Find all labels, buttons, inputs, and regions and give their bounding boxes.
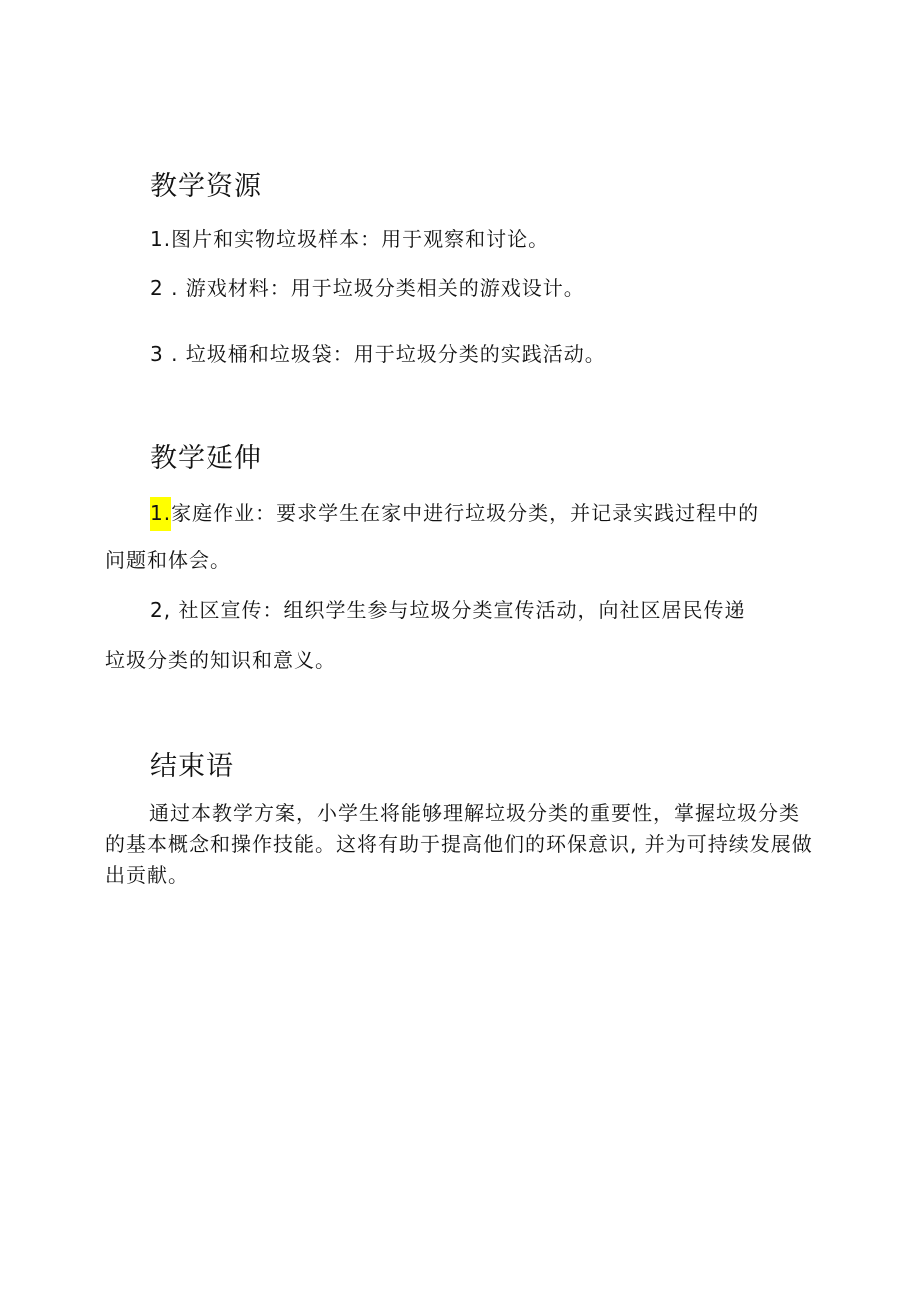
section-title-resources: 教学资源	[150, 171, 262, 202]
extension-item-1-text: 家庭作业：要求学生在家中进行垃圾分类，并记录实践过程中的	[171, 501, 760, 525]
extension-item-2-line-2: 垃圾分类的知识和意义。	[105, 648, 336, 672]
resource-item-3	[150, 340, 606, 368]
extension-item-1-number-highlighted: 1.	[150, 497, 171, 531]
extension-item-1-line-1	[150, 497, 759, 531]
resource-item-1-text: .图片和实物垃圾样本：用于观察和讨论。	[163, 227, 550, 251]
section-title-conclusion: 结束语	[150, 751, 234, 782]
resource-item-2-number: 2	[150, 276, 164, 300]
resource-item-3-text: . 垃圾桶和垃圾袋：用于垃圾分类的实践活动。	[171, 342, 606, 366]
resource-item-2-text: . 游戏材料：用于垃圾分类相关的游戏设计。	[171, 276, 585, 300]
extension-item-2-number: 2,	[150, 598, 172, 622]
extension-item-2-line-1	[150, 596, 745, 624]
resource-item-3-number: 3	[150, 342, 164, 366]
resource-item-2	[150, 274, 585, 302]
extension-item-1-line-2: 问题和体会。	[105, 548, 231, 572]
resource-item-1-number: 1	[150, 227, 164, 251]
section-title-extension: 教学延伸	[150, 443, 262, 474]
resource-item-1	[150, 225, 549, 253]
conclusion-paragraph: 通过本教学方案，小学生将能够理解垃圾分类的重要性，掌握垃圾分类的基本概念和操作技能。这将有助于提高他们的环保意识, 并为可持续发展做出贡献。	[105, 801, 813, 887]
extension-item-2-text: 社区宣传：组织学生参与垃圾分类宣传活动，向社区居民传递	[178, 598, 746, 622]
